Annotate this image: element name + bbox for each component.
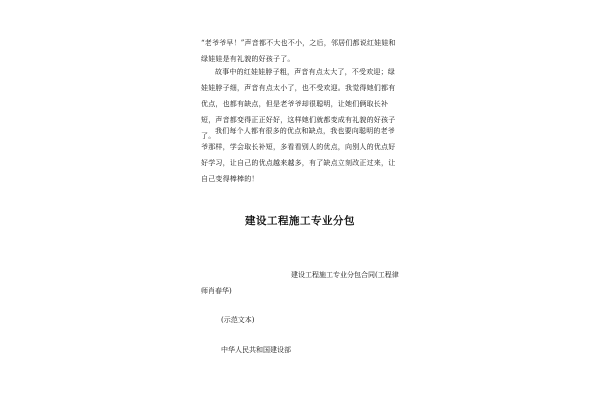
contract-name: 建设工程施工专业分包合同(工程律师肖春华) [201, 271, 399, 295]
story-paragraph-1: “老爷爷早！”声音都不大也不小，之后，邻居们都说红娃娃和绿娃娃是有礼貌的好孩子了。 [201, 39, 396, 63]
story-paragraph-2: 故事中的红娃娃脖子粗，声音有点太大了，不受欢迎；绿娃娃脖子细，声音有点太小了，也不受欢迎。我觉得她们都有优点，也都有缺点，但是老爷爷却很聪明，让她们俩取长补短，声音都变得正正好好，这样她们就都变成有礼貌的好孩子了。 [201, 68, 396, 140]
story-paragraph-3: 我们每个人都有很多的优点和缺点，我也要向聪明的老爷爷那样，学会取长补短，多看看别人的优点，向别人的优点好好学习，让自己的优点越来越多，有了缺点立刻改正过来，让自己变得棒棒的！ [201, 127, 396, 183]
model-text-label: (示范文本) [221, 316, 255, 324]
issuing-ministry: 中华人民共和国建设部 [221, 346, 291, 354]
document-title: 建设工程施工专业分包 [245, 215, 355, 227]
